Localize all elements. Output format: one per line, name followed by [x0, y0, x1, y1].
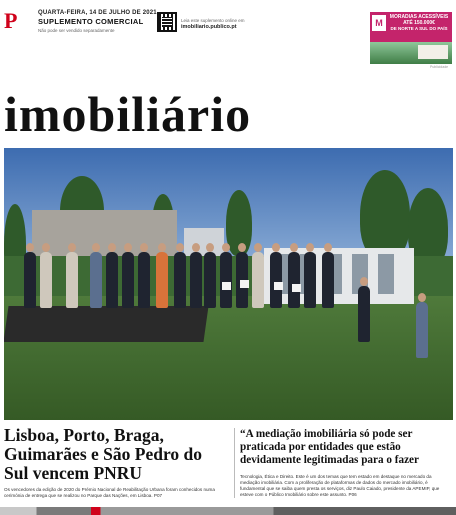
photo-person: [106, 252, 118, 308]
board-panel: [378, 254, 394, 294]
photo-display-board: [264, 248, 414, 304]
photo-person: [322, 252, 334, 308]
photo-stage: [4, 306, 209, 342]
photo-tree: [360, 170, 410, 260]
ad-badge: M: [372, 15, 386, 31]
online-info: [181, 18, 271, 30]
ad-line-2: ATÉ 150.000€: [403, 20, 435, 26]
photo-person: [66, 252, 78, 308]
next-page-strip: [0, 507, 456, 515]
photo-person: [304, 252, 316, 308]
ad-note: Publicidade: [430, 65, 449, 69]
photo-person: [174, 252, 186, 308]
edition-info: [38, 10, 158, 33]
photo-person: [288, 252, 300, 308]
photo-person: [40, 252, 52, 308]
left-story-headline[interactable]: Lisboa, Porto, Braga, Guimarães e São Pedro do Sul vencem PNRU: [4, 425, 203, 483]
photo-certificate: [240, 280, 249, 288]
ad-subtitle: DE NORTE A SUL DO PAÍS: [390, 26, 448, 31]
photo-person: [204, 252, 216, 308]
photo-certificate: [222, 282, 231, 290]
edition-date: QUARTA-FEIRA, 14 DE JULHO DE 2021: [38, 10, 157, 16]
online-label: Leia este suplemento online em: [181, 18, 245, 23]
photo-person: [416, 302, 428, 358]
photo-person: [252, 252, 264, 308]
supplement-label: SUPLEMENTO COMERCIAL: [38, 17, 144, 26]
section-masthead: imobiliário: [4, 86, 252, 142]
right-story-lead: Tecnologia, Ética e Direito. Este é um dos temas que tem estado em destaque no mercado da mediação imobiliária. Com a proliferação de plataformas de dados do mercado imobiliário, é fundamental que se saiba quem presta os serviços, diz Paulo Caiado, presidente da APEMIP, que esteve com o Público Imobiliário sobre este assunto. P06: [240, 474, 440, 497]
photo-person: [90, 252, 102, 308]
right-story-quote[interactable]: “A mediação imobiliária só pode ser praticada por entidades que estão devidamente legitimadas para o fazer: [240, 428, 419, 466]
photo-person: [24, 252, 36, 308]
ad-title: [388, 14, 450, 26]
ad-line-1: MORADIAS ACESSÍVEIS: [389, 14, 449, 20]
left-story-lead: Os vencedores da edição de 2020 do Prémio Nacional de Reabilitação Urbana foram conhecidos numa cerimónia de entrega que se realizou no Parque das Nações, em Lisboa. P07: [4, 487, 215, 498]
photo-person: [358, 286, 370, 342]
online-url[interactable]: imobiliario.publico.pt: [181, 24, 237, 30]
photo-person: [190, 252, 202, 308]
photo-person: [156, 252, 168, 308]
photo-person: [122, 252, 134, 308]
qr-code-icon[interactable]: [157, 12, 177, 32]
publico-logo[interactable]: P: [4, 8, 18, 33]
photo-person: [138, 252, 150, 308]
photo-person: [220, 252, 232, 308]
photo-certificate: [292, 284, 301, 292]
page-header: [0, 0, 456, 76]
photo-person: [270, 252, 282, 308]
column-divider: [234, 428, 235, 498]
ad-house-image: [418, 45, 448, 59]
photo-certificate: [274, 282, 283, 290]
cover-photo[interactable]: [4, 148, 453, 420]
advertisement-banner[interactable]: [370, 12, 452, 64]
sale-note: Não pode ser vendido separadamente: [38, 28, 115, 33]
